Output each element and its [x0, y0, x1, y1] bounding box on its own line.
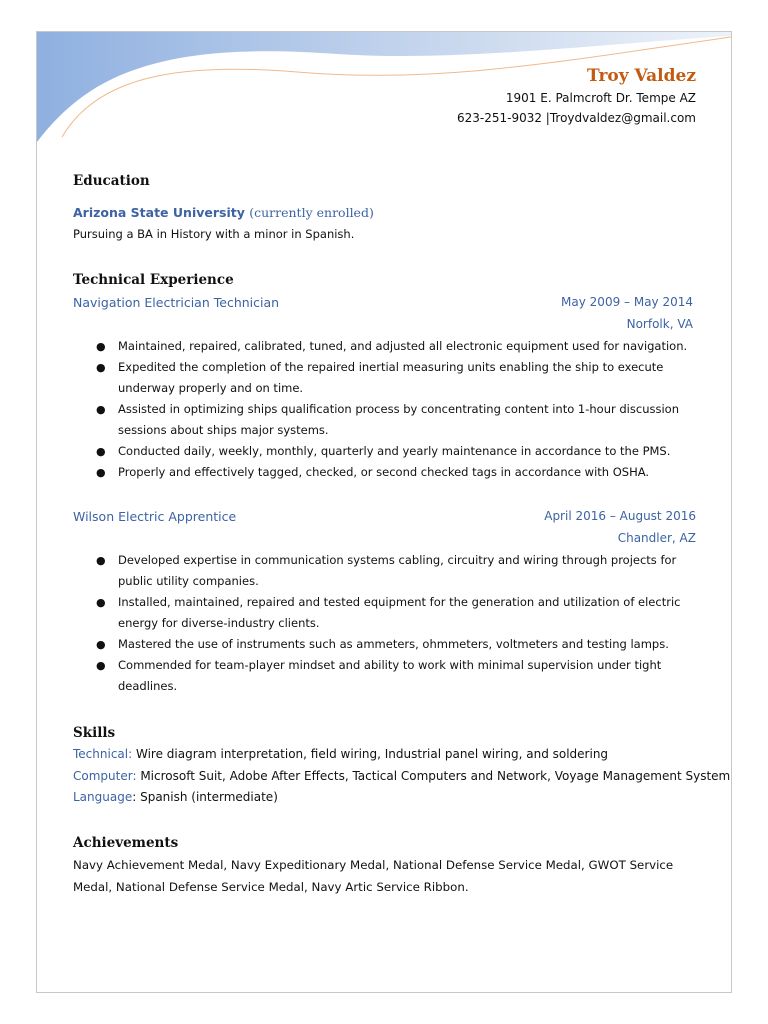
job-title-2: Wilson Electric Apprentice — [73, 509, 237, 524]
school-name: Arizona State University — [73, 205, 245, 220]
job-title-1: Navigation Electrician Technician — [73, 295, 280, 310]
skill-label: Technical: — [73, 747, 133, 761]
bullet-icon: ● — [96, 340, 106, 353]
achievements-heading: Achievements — [73, 835, 179, 851]
list-item: ● Conducted daily, weekly, monthly, quarterly and yearly maintenance in accordance to the PMS. — [96, 441, 706, 462]
list-item: ● Mastered the use of instruments such as ammeters, ohmmeters, voltmeters and testing lamps. — [96, 634, 706, 655]
school-line — [73, 205, 374, 220]
technical-experience-heading: Technical Experience — [73, 272, 234, 288]
bullet-icon: ● — [96, 596, 106, 609]
enrollment-status: (currently enrolled) — [249, 205, 374, 220]
job-dates-2: April 2016 – August 2016 — [544, 509, 696, 523]
job-dates-1: May 2009 – May 2014 — [561, 295, 693, 309]
applicant-address: 1901 E. Palmcroft Dr. Tempe AZ — [505, 91, 696, 105]
skill-language — [73, 790, 278, 804]
education-heading: Education — [73, 173, 150, 189]
contact-header — [457, 64, 696, 128]
bullet-icon: ● — [96, 361, 106, 374]
skill-computer — [73, 769, 730, 783]
bullet-icon: ● — [96, 466, 106, 479]
bullet-icon: ● — [96, 445, 106, 458]
skill-value: Wire diagram interpretation, field wiring, Industrial panel wiring, and soldering — [132, 747, 609, 761]
list-item: ● Maintained, repaired, calibrated, tuned, and adjusted all electronic equipment used for navigation. — [96, 336, 706, 357]
degree-line: Pursuing a BA in History with a minor in Spanish. — [73, 227, 355, 241]
skill-label: Computer: — [73, 769, 137, 783]
bullet-icon: ● — [96, 403, 106, 416]
applicant-contact: 623-251-9032 |Troydvaldez@gmail.com — [456, 111, 696, 125]
applicant-name: Troy Valdez — [587, 66, 696, 86]
job-location-1: Norfolk, VA — [626, 317, 693, 331]
list-item: ● Installed, maintained, repaired and tested equipment for the generation and utilization of electric energy for diverse-industry clients. — [96, 592, 706, 634]
bullet-icon: ● — [96, 554, 106, 567]
job-location-2: Chandler, AZ — [617, 531, 696, 545]
skill-value: : Spanish (intermediate) — [132, 790, 278, 804]
list-item: ● Expedited the completion of the repaired inertial measuring units enabling the ship to execute underway properly and on time. — [96, 357, 706, 399]
job-bullets-1 — [96, 336, 706, 483]
bullet-icon: ● — [96, 659, 106, 672]
list-item: ● Developed expertise in communication systems cabling, circuitry and wiring through projects for public utility companies. — [96, 550, 706, 592]
resume-page — [36, 31, 732, 993]
list-item: ● Properly and effectively tagged, checked, or second checked tags in accordance with OSHA. — [96, 462, 706, 483]
skill-technical — [73, 747, 608, 761]
skills-heading: Skills — [73, 725, 116, 741]
list-item: ● Commended for team-player mindset and ability to work with minimal supervision under tight deadlines. — [96, 655, 706, 697]
list-item: ● Assisted in optimizing ships qualification process by concentrating content into 1-hour discussion sessions about ships major systems. — [96, 399, 706, 441]
job-bullets-2 — [96, 550, 706, 697]
achievements-text: Navy Achievement Medal, Navy Expeditionary Medal, National Defense Service Medal, GWOT Service Medal, National Defense Service Medal, Navy Artic Service Ribbon. — [73, 858, 674, 894]
skill-value: Microsoft Suit, Adobe After Effects, Tactical Computers and Network, Voyage Management System — [136, 769, 731, 783]
skill-label: Language — [73, 790, 133, 804]
bullet-icon: ● — [96, 638, 106, 651]
